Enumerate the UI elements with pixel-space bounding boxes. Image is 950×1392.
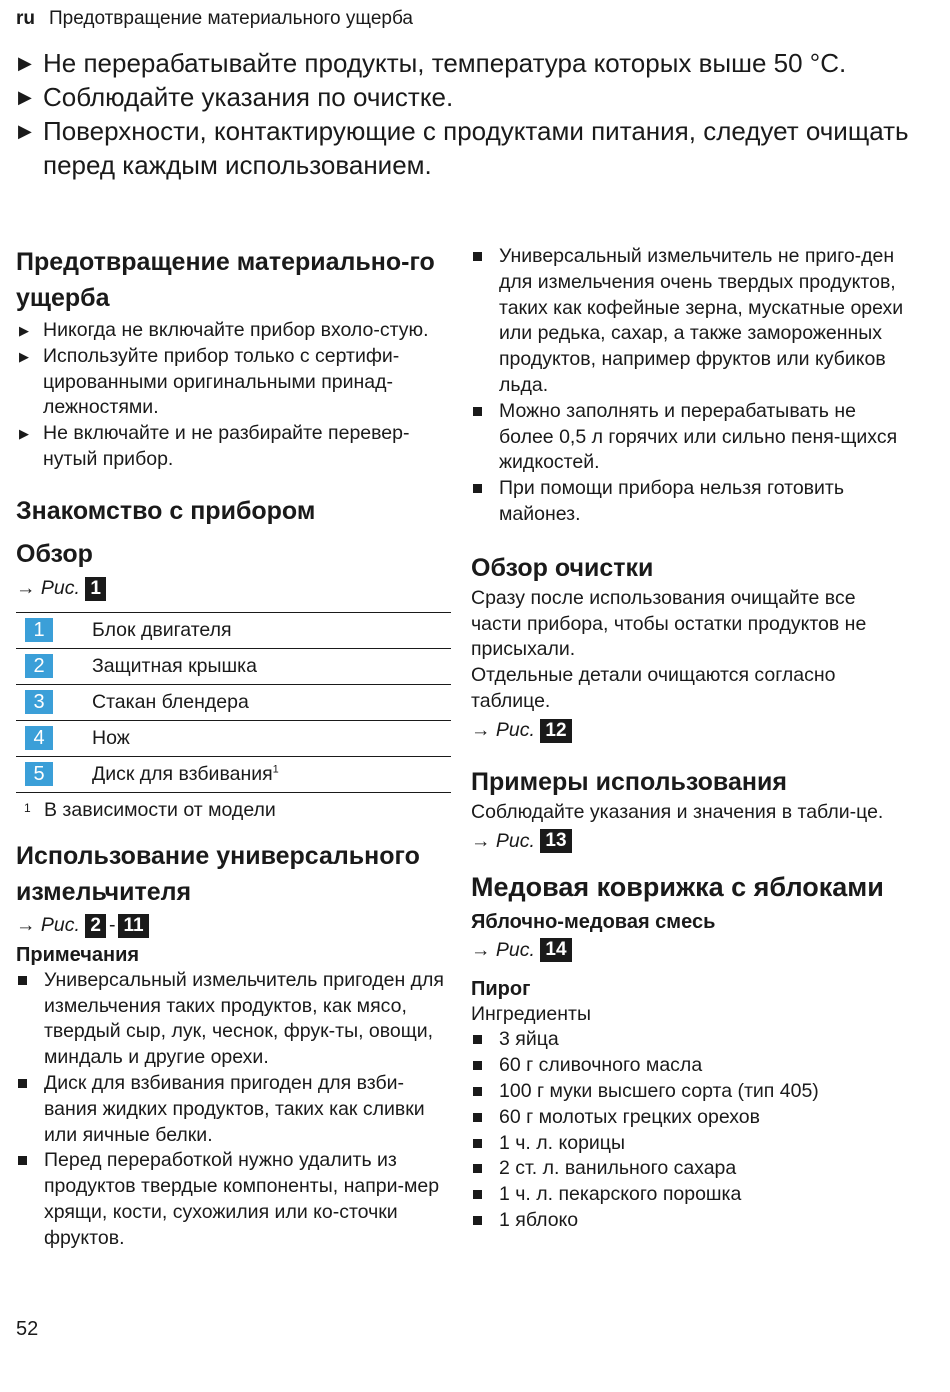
square-bullet-icon — [473, 1087, 482, 1096]
figure-reference: → Рис. 14 — [471, 937, 911, 964]
notes-list-continued — [471, 244, 911, 528]
square-bullet-icon — [18, 976, 27, 985]
list-item: 1 ч. л. корицы — [471, 1131, 911, 1157]
list-item: 100 г муки высшего сорта (тип 405) — [471, 1079, 911, 1105]
pie-heading: Пирог — [471, 977, 531, 1000]
table-row — [16, 720, 451, 756]
cleaning-text: Сразу после использования очищайте все части прибора, чтобы остатки продуктов не присыхали. — [471, 586, 867, 661]
list-item: ▶ Используйте прибор только с сертифи-цированными оригинальными принад-лежностями. — [19, 344, 400, 419]
figure-reference: → Рис. 13 — [471, 828, 911, 855]
header-title: Предотвращение материального ущерба — [49, 8, 413, 29]
list-item: Можно заполнять и перерабатывать не более 0,5 л горячих или сильно пеня-щихся жидкостей. — [471, 399, 911, 476]
list-item: 60 г сливочного масла — [471, 1053, 911, 1079]
list-item: Универсальный измельчитель не приго-ден для измельчения очень твердых продуктов, таких как кофейные зерна, мускатные орехи или редька, сахар, а также замороженных продуктов, например фруктов или кубиков льда. — [471, 244, 911, 399]
parts-table — [16, 612, 451, 793]
part-number-badge: 5 — [25, 762, 53, 786]
table-row — [16, 648, 451, 684]
arrow-right-icon: → — [471, 718, 491, 741]
list-item: При помощи прибора нельзя готовить майонез. — [471, 476, 911, 528]
square-bullet-icon — [18, 1156, 27, 1165]
damage-list — [16, 318, 451, 473]
square-bullet-icon — [473, 1139, 482, 1148]
page-number: 52 — [16, 1318, 39, 1340]
list-item: 2 ст. л. ванильного сахара — [471, 1156, 911, 1182]
list-item: 1 яблоко — [471, 1208, 911, 1234]
square-bullet-icon — [473, 1035, 482, 1044]
part-name: Защитная крышка — [92, 648, 451, 684]
list-item: 60 г молотых грецких орехов — [471, 1105, 911, 1131]
arrow-right-icon: → — [471, 938, 491, 961]
figure-badge: 2 — [85, 914, 106, 938]
warning-item: ▶ Поверхности, контактирующие с продуктами питания, следует очищать перед каждым использованием. — [18, 116, 909, 180]
triangle-bullet-icon: ▶ — [19, 323, 29, 338]
mix-heading: Яблочно-медовая смесь — [471, 910, 716, 933]
square-bullet-icon — [473, 1190, 482, 1199]
list-item: Универсальный измельчитель пригоден для измельчения таких продуктов, как мясо, твердый сыр, лук, чеснок, фрук-ты, овощи, миндаль и другие орехи. — [16, 968, 451, 1071]
part-number-badge: 4 — [25, 726, 53, 750]
triangle-bullet-icon: ▶ — [18, 53, 32, 73]
damage-heading: Предотвращение материально-го ущерба — [16, 248, 435, 312]
ingredients-list — [471, 1027, 911, 1233]
table-row — [16, 612, 451, 648]
right-column — [471, 244, 911, 1234]
examples-text: Соблюдайте указания и значения в табли-це. — [471, 800, 884, 823]
list-item: 3 яйца — [471, 1027, 911, 1053]
figure-reference: → Рис. 1 — [16, 575, 451, 602]
figure-badge: 13 — [540, 829, 571, 853]
square-bullet-icon — [18, 1079, 27, 1088]
square-bullet-icon — [473, 1061, 482, 1070]
figure-badge: 14 — [540, 938, 571, 962]
warning-item: ▶ Соблюдайте указания по очистке. — [18, 82, 454, 112]
figure-badge: 12 — [540, 719, 571, 743]
part-name: Нож — [92, 720, 451, 756]
square-bullet-icon — [473, 1216, 482, 1225]
cleaning-text-2: Отдельные детали очищаются согласно таблице. — [471, 664, 836, 712]
cleaning-heading: Обзор очистки — [471, 553, 654, 582]
square-bullet-icon — [473, 407, 482, 416]
recipe-heading: Медовая коврижка с яблоками — [471, 871, 884, 902]
table-row — [16, 684, 451, 720]
figure-badge: 1 — [85, 577, 106, 601]
triangle-bullet-icon: ▶ — [18, 121, 32, 141]
footnote-ref: 1 — [272, 763, 279, 776]
part-number-badge: 3 — [25, 690, 53, 714]
top-warnings — [16, 46, 916, 182]
list-item: Диск для взбивания пригоден для взби-вания жидких продуктов, таких как сливки или яичные белки. — [16, 1071, 451, 1148]
ingredients-label: Ингредиенты — [471, 1002, 591, 1025]
examples-heading: Примеры использования — [471, 767, 787, 796]
left-column — [16, 244, 451, 1252]
notes-heading: Примечания — [16, 943, 140, 966]
intro-heading: Знакомство с прибором — [16, 496, 316, 525]
usage-heading: Использование универсального измельчителя — [16, 841, 420, 906]
arrow-right-icon: → — [471, 829, 491, 852]
part-number-badge: 2 — [25, 654, 53, 678]
part-number-badge: 1 — [25, 618, 53, 642]
square-bullet-icon — [473, 252, 482, 261]
square-bullet-icon — [473, 1164, 482, 1173]
square-bullet-icon — [473, 1113, 482, 1122]
list-item: ▶ Не включайте и не разбирайте перевер-нутый прибор. — [19, 422, 410, 470]
language-code: ru — [16, 8, 35, 29]
arrow-right-icon: → — [16, 576, 36, 599]
list-item: Перед переработкой нужно удалить из продуктов твердые компоненты, напри-мер хрящи, кости, сухожилия или ко-сточки фруктов. — [16, 1148, 451, 1251]
part-name: Блок двигателя — [92, 612, 451, 648]
triangle-bullet-icon: ▶ — [19, 426, 29, 442]
warning-item: ▶ Не перерабатывайте продукты, температура которых выше 50 °C. — [18, 48, 847, 78]
figure-reference: → Рис. 2 - 11 — [16, 912, 451, 939]
triangle-bullet-icon: ▶ — [19, 348, 29, 364]
triangle-bullet-icon: ▶ — [18, 87, 32, 107]
page-header — [16, 8, 413, 30]
square-bullet-icon — [473, 484, 482, 493]
footnote: 1 В зависимости от модели — [16, 796, 451, 824]
figure-reference: → Рис. 12 — [471, 717, 911, 744]
overview-heading: Обзор — [16, 539, 93, 568]
list-item: ▶ Никогда не включайте прибор вхоло-стую. — [16, 318, 451, 344]
footnote-mark: 1 — [24, 800, 31, 815]
notes-list — [16, 968, 451, 1252]
arrow-right-icon: → — [16, 913, 36, 936]
figure-badge: 11 — [118, 914, 148, 938]
part-name: Стакан блендера — [92, 684, 451, 720]
table-row — [16, 756, 451, 792]
list-item: 1 ч. л. пекарского порошка — [471, 1182, 911, 1208]
part-name: Диск для взбивания$^1$ — [92, 756, 451, 792]
